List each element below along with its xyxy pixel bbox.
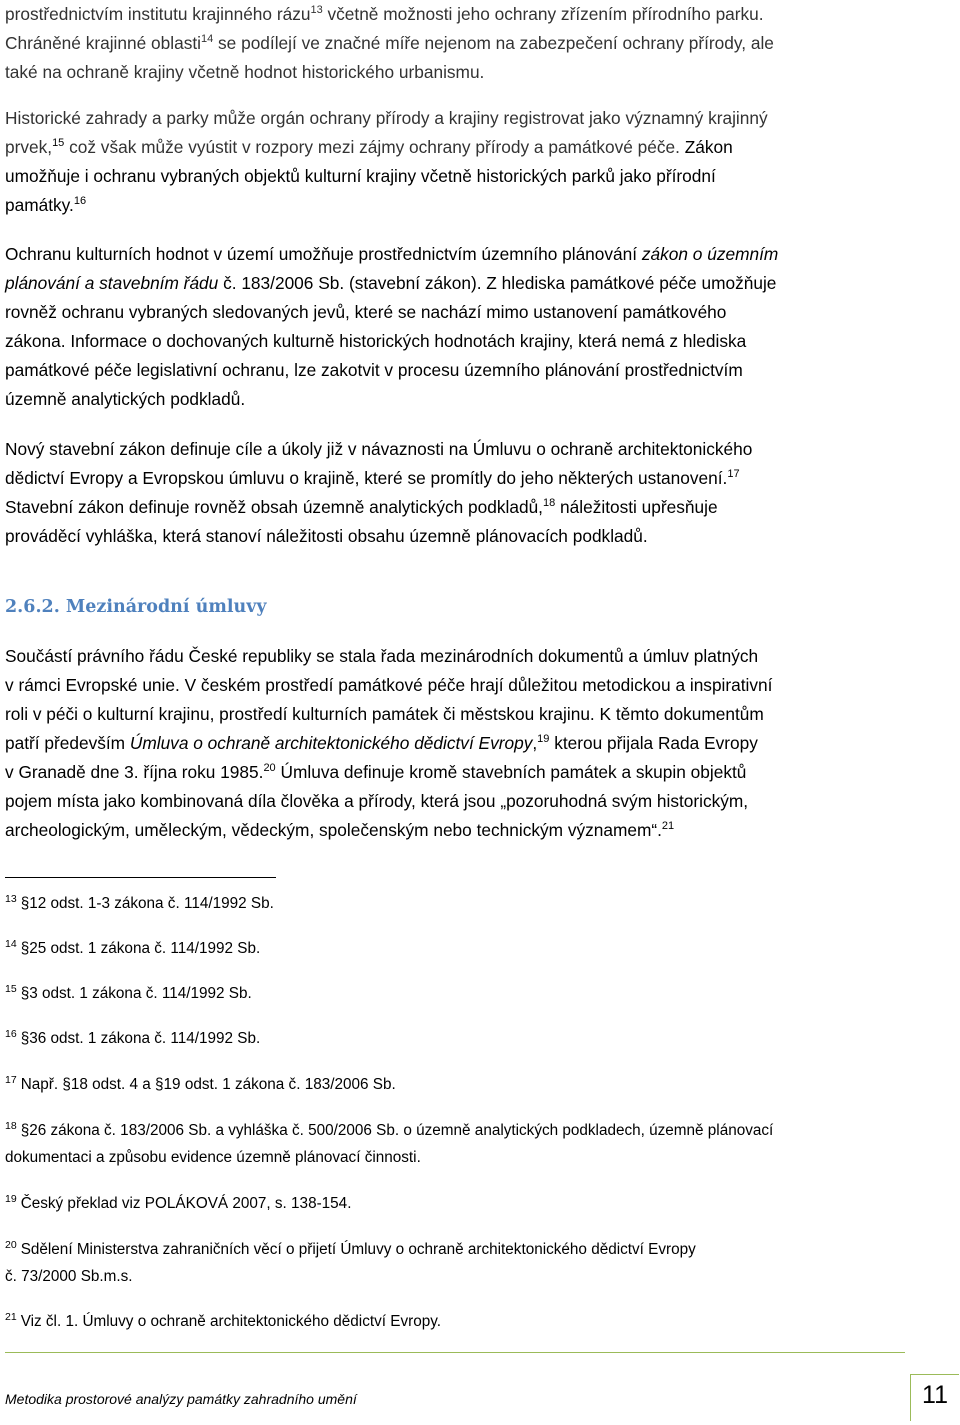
text: Chráněné krajinné oblasti	[5, 33, 201, 53]
footnote-17	[5, 1071, 955, 1098]
footnote-text: §36 odst. 1 zákona č. 114/1992 Sb.	[20, 1030, 261, 1047]
footnote-text: Český překlad viz POLÁKOVÁ 2007, s. 138-154.	[20, 1195, 352, 1212]
text: Úmluva definuje kromě stavebních památek a skupin objektů	[275, 762, 747, 782]
text: památky.	[5, 195, 74, 215]
footnote-20	[5, 1236, 955, 1290]
paragraph-line	[5, 493, 955, 522]
footnote-ref-17[interactable]: 17	[727, 468, 740, 481]
footnote-ref-20[interactable]: 20	[263, 762, 276, 775]
text: č. 183/2006 Sb. (stavební zákon). Z hlediska památkové péče umožňuje	[218, 273, 777, 293]
footnote-text: §12 odst. 1-3 zákona č. 114/1992 Sb.	[20, 895, 274, 912]
footnote-separator	[5, 877, 276, 878]
footnote-number: 20	[5, 1238, 17, 1251]
text: kterou přijala Rada Evropy	[549, 733, 758, 753]
footnote-number: 21	[5, 1310, 17, 1323]
text: ,	[532, 733, 538, 753]
text: prvek,	[5, 137, 53, 157]
footnote-number: 13	[5, 892, 17, 905]
footnote-14	[5, 935, 955, 962]
text: včetně možnosti jeho ochrany zřízením přírodního parku.	[322, 4, 764, 24]
paragraph-line: územně analytických podkladů.	[5, 389, 246, 409]
paragraph-line	[5, 0, 955, 29]
footnote-text: Sdělení Ministerstva zahraničních věcí o přijetí Úmluvy o ochraně architektonického dědictví Evropy	[20, 1241, 696, 1258]
footnote-ref-19[interactable]: 19	[537, 733, 550, 746]
paragraph-line	[5, 464, 955, 493]
paragraph-line	[5, 758, 955, 787]
text: což však může vyústit v rozpory mezi zájmy ochrany přírody a památkové péče.	[64, 137, 680, 157]
law-title: zákon o územním	[641, 244, 779, 264]
footnote-number: 14	[5, 937, 17, 950]
paragraph-line	[5, 729, 955, 758]
text: dědictví Evropy a Evropskou úmluvu o krajině, které se promítly do jeho některých ustanovení.	[5, 468, 728, 488]
footnote-text: §3 odst. 1 zákona č. 114/1992 Sb.	[20, 985, 252, 1002]
paragraph-line	[5, 191, 955, 220]
paragraph-line: Součástí právního řádu České republiky se stala řada mezinárodních dokumentů a úmluv platných	[5, 646, 759, 666]
paragraph-line	[5, 29, 955, 58]
paragraph-line: zákona. Informace o dochovaných kulturně historických hodnotách krajiny, která nemá z hlediska	[5, 331, 747, 351]
paragraph-line: Nový stavební zákon definuje cíle a úkoly již v návaznosti na Úmluvu o ochraně architektonického	[5, 439, 753, 459]
footnote-number: 17	[5, 1073, 17, 1086]
paragraph-4	[5, 435, 955, 551]
text: Ochranu kulturních hodnot v území umožňuje prostřednictvím územního plánování	[5, 244, 642, 264]
footnote-number: 16	[5, 1027, 17, 1040]
convention-title: Úmluva o ochraně architektonického dědictví Evropy	[129, 733, 533, 753]
footnote-text-continued: č. 73/2000 Sb.m.s.	[5, 1268, 133, 1285]
paragraph-line: umožňuje i ochranu vybraných objektů kulturní krajiny včetně historických parků jako přírodní	[5, 166, 716, 186]
footnote-text: §26 zákona č. 183/2006 Sb. a vyhláška č. 500/2006 Sb. o územně analytických podkladech, územně plánovací	[20, 1122, 774, 1139]
paragraph-line	[5, 133, 955, 162]
footnote-19	[5, 1190, 955, 1217]
text: patří především	[5, 733, 130, 753]
paragraph-line	[5, 816, 955, 845]
footer-title: Metodika prostorové analýzy památky zahradního umění	[5, 1391, 357, 1407]
paragraph-line: pojem místa jako kombinovaná díla člověka a přírody, která jsou „pozoruhodná svým historickým,	[5, 791, 749, 811]
footer-rule	[5, 1352, 905, 1353]
footnote-ref-18[interactable]: 18	[542, 497, 556, 510]
footnote-text: §25 odst. 1 zákona č. 114/1992 Sb.	[20, 940, 261, 957]
paragraph-line: Historické zahrady a parky může orgán ochrany přírody a krajiny registrovat jako významný krajinný	[5, 108, 768, 128]
footnote-text: Např. §18 odst. 4 a §19 odst. 1 zákona č. 183/2006 Sb.	[20, 1076, 396, 1093]
footnote-text: Viz čl. 1. Úmluvy o ochraně architektonického dědictví Evropy.	[20, 1313, 441, 1330]
paragraph-5	[5, 642, 955, 845]
text: archeologickým, uměleckým, vědeckým, společenským nebo technickým významem“.	[5, 820, 662, 840]
footnote-ref-15[interactable]: 15	[52, 137, 65, 150]
paragraph-line: v rámci Evropské unie. V českém prostředí památkové péče hrají důležitou metodickou a inspirativní	[5, 675, 773, 695]
footnote-text-continued: dokumentaci a způsobu evidence územně plánovací činnosti.	[5, 1149, 421, 1166]
footnote-15	[5, 980, 955, 1007]
footnote-number: 19	[5, 1192, 17, 1205]
paragraph-2	[5, 104, 955, 220]
law-title: plánování a stavebním řádu	[5, 273, 219, 293]
paragraph-line: památkové péče legislativní ochranu, lze zakotvit v procesu územního plánování prostřednictvím	[5, 360, 743, 380]
text: Zákon	[679, 137, 733, 157]
section-heading: 2.6.2. Mezinárodní úmluvy	[5, 597, 267, 617]
footnote-ref-14[interactable]: 14	[200, 33, 214, 46]
paragraph-line: také na ochraně krajiny včetně hodnot historického urbanismu.	[5, 62, 485, 82]
footnote-ref-16[interactable]: 16	[73, 195, 87, 208]
footnote-ref-13[interactable]: 13	[310, 4, 323, 17]
paragraph-line	[5, 269, 955, 298]
paragraph-3	[5, 240, 955, 414]
paragraph-line: roli v péči o kulturní krajinu, prostředí kulturních památek či městskou krajinu. K těmto dokumentům	[5, 704, 764, 724]
text: náležitosti upřesňuje	[555, 497, 718, 517]
footnote-18	[5, 1117, 955, 1171]
page-number-box	[910, 1374, 959, 1421]
paragraph-line	[5, 240, 955, 269]
footnote-21	[5, 1308, 955, 1335]
footnote-ref-21[interactable]: 21	[661, 820, 675, 833]
footnote-number: 15	[5, 982, 17, 995]
paragraph-1	[5, 0, 955, 87]
text: se podílejí ve značné míře nejenom na zabezpečení ochrany přírody, ale	[213, 33, 774, 53]
footnote-number: 18	[5, 1119, 17, 1132]
footnote-16	[5, 1025, 955, 1052]
text: v Granadě dne 3. října roku 1985.	[5, 762, 264, 782]
page-number: 11	[922, 1381, 948, 1409]
paragraph-line: prováděcí vyhláška, která stanoví náležitosti obsahu územně plánovacích podkladů.	[5, 526, 648, 546]
text: prostřednictvím institutu krajinného rázu	[5, 4, 311, 24]
paragraph-line: rovněž ochranu vybraných sledovaných jevů, které se nachází mimo ustanovení památkového	[5, 302, 727, 322]
text: Stavební zákon definuje rovněž obsah územně analytických podkladů,	[5, 497, 543, 517]
footnote-13	[5, 890, 955, 917]
